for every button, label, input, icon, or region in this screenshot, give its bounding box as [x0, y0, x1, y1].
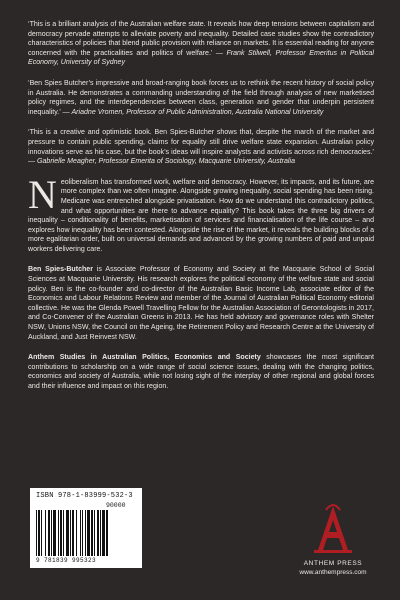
- quote-text: ‘This is a brilliant analysis of the Australian welfare state. It reveals how deep tensions between capitalism and democracy pervade attempts to alleviate poverty and inequality. Detailed case studies show the contradictory characteristics of policies that blend public provision with reliance on markets. It is essential reading for anyone concerned with the practicalities and politics of welfare.’ —: [28, 21, 374, 57]
- series-description: [28, 353, 374, 391]
- quote-text: ‘This is a creative and optimistic book. Ben Spies-Butcher shows that, despite the march of the market and pressure to contain public spending, claims for equality still drive welfare state expansion. Australian policy innovations serve as his case, but the book’s ideas will inspire analysts and activists across rich democracies.’ —: [28, 129, 374, 166]
- anthem-logo-icon: [288, 498, 378, 558]
- barcode-bars: [36, 510, 136, 556]
- price-code: 90000: [106, 502, 126, 509]
- endorsement-quote-3: [28, 128, 374, 166]
- quote-attribution: Frank Stilwell, Professor Emeritus in Political Economy, University of Sydney: [28, 49, 374, 67]
- endorsement-quote-2: [28, 79, 374, 117]
- series-name: Anthem Studies in Australian Politics, Economics and Society: [28, 354, 261, 362]
- isbn-barcode: [30, 488, 142, 568]
- publisher-name: ANTHEM PRESS: [303, 560, 363, 567]
- isbn-label: ISBN 978-1-83999-532-3: [36, 492, 133, 500]
- drop-cap: N: [28, 171, 57, 217]
- description-text: eoliberalism has transformed work, welfare and democracy. However, its impacts, and its future, are more complex than we often imagine. Alongside growing inequality, social spending has been rising. Medicare was entrenched alongside privatisation. How do we understand this contradictory politics, and what opportunities are there to advance equality? This book takes the three big drivers of inequality – conditionality of benefits, marketisation of services and financialisation of the life course – and explores how inequality has been contested. Alongside the rise of the market, it reveals the building blocks of a more egalitarian order, built on universal demands and advanced by the growing numbers of paid and unpaid workers delivering care.: [28, 178, 374, 253]
- quote-text: ‘Ben Spies Butcher’s impressive and broad-ranging book forces us to rethink the recent history of social policy in Australia. He demonstrates a commanding understanding of the field through analysis of new marketised policy regimes, and the interdependencies between class, generation and gender that underpin persistent inequality.’ —: [28, 79, 374, 116]
- bio-text: is Associate Professor of Economy and Society at the Macquarie School of Social Sciences at Macquarie University. His research explores the political economy of the welfare state and social policy. Ben is the co-founder and co-director of the Australian Basic Income Lab, associate editor of the Economics and Labour Relations Review and member of the Journal of Australian Political Economy editorial collective. He was the Glenda Powell Travelling Fellow for the Australian Association of Gerontologists in 2017, and Co-Convener of the Australian Greens in 2013. He has held advisory and governance roles with Shelter NSW, Unions NSW, the Council on the Ageing, the Retirement Policy and Research Centre at the University of Auckland, and Just Reinvest NSW.: [28, 266, 375, 341]
- book-description: [28, 171, 374, 255]
- publisher-website: www.anthempress.com: [299, 569, 367, 576]
- author-bio: [28, 265, 374, 342]
- quote-attribution: Ariadne Vromen, Professor of Public Administration, Australia National University: [71, 108, 324, 116]
- barcode-digits: 9 781839 995323: [36, 557, 97, 564]
- quote-attribution: Gabrielle Meagher, Professor Emerita of Sociology, Macquarie University, Australia: [37, 158, 295, 166]
- endorsement-quote-1: [28, 20, 374, 68]
- author-name: Ben Spies-Butcher: [28, 266, 93, 274]
- back-cover-text: [28, 20, 374, 392]
- series-text: showcases the most significant contributions to scholarship on a wide range of social science issues, dealing with the changing politics, economics and society of Australia, while not losing sight of the interplay of other regional and global forces and their influence and impact on this region.: [28, 354, 374, 390]
